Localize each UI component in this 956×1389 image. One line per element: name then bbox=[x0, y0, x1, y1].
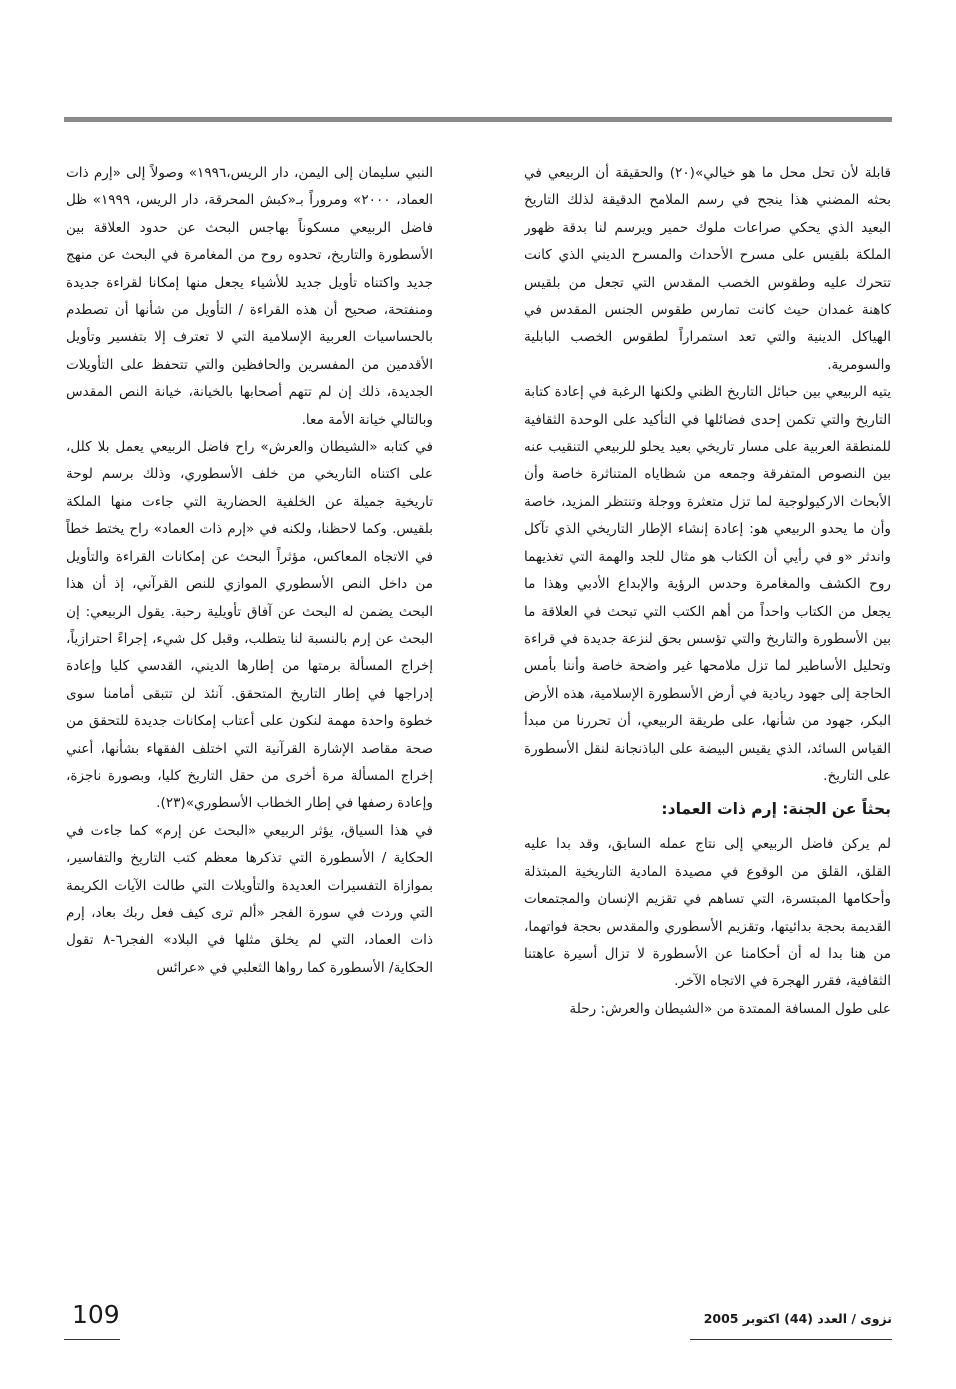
left-column bbox=[66, 160, 433, 1250]
page-number: 109 bbox=[72, 1300, 120, 1329]
paragraph: يتيه الربيعي بين حبائل التاريخ الظني ولكنها الرغبة في إعادة كتابة التاريخ والتي تكمن إحدى فضائلها في التأكيد على الوحدة الثقافية للمنطقة العربية على مسار تاريخي بعيد يحلو للربيعي التنقيب عنه بين النصوص المتفرقة وجمعه من شظاياه المتناثرة خاصة وأن الأبحاث الاركيولوجية لما تزل متعثرة ووجلة وتنتظر المزيد، خاصة وأن ما يحدو الربيعي هو: إعادة إنشاء الإطار التاريخي الذي تآكل واندثر «و في رأيي أن الكتاب هو مثال للجد والهمة التي تغذيهما روح الكشف والمغامرة وحدس الرؤية والإبداع الأدبي وهذا ما يجعل من الكتاب واحداً من أهم الكتب التي تبحث في العلاقة ما بين الأسطورة والتاريخ والتي تؤسس بحق لنزعة جديدة في قراءة وتحليل الأساطير لما تزل ملامحها غير واضحة خاصة وأننا بأمس الحاجة إلى جهود ريادية في أرض الأسطورة الإسلامية، هذه الأرض البكر، جهود من شأنها، على طريقة الربيعي، أن تحررنا من مبدأ القياس السائد، الذي يقيس البيضة على الباذنجانة لنقل الأسطورة على التاريخ. bbox=[524, 384, 891, 784]
footer-rule-left bbox=[64, 1339, 120, 1340]
paragraph: النبي سليمان إلى اليمن، دار الريس،١٩٩٦» وصولاً إلى «إرم ذات العماد، ٢٠٠٠» ومروراً بـ«كبش المحرقة، دار الريس، ١٩٩٩» ظل فاضل الربيعي مسكوناً بهاجس البحث عن حدود العلاقة بين الأسطورة والتاريخ، تحدوه روح من المغامرة في البحث عن منهج جديد واكتناه تأويل جديد للأشياء يجعل منها إمكانا لقراءة جديدة ومنفتحة، صحيح أن هذه القراءة / التأويل من شأنها أن تصطدم بالحساسيات العربية الإسلامية التي لا تعترف إلا بتفسير وتأويل الأقدمين من المفسرين والحافظين والتي تتحفظ على التأويلات الجديدة، ذلك إن لم تتهم أصحابها بالخيانة، خيانة النص المقدس وبالتالي خيانة الأمة معا. bbox=[66, 165, 433, 428]
paragraph: في هذا السياق، يؤثر الربيعي «البحث عن إرم» كما جاءت في الحكاية / الأسطورة التي تذكرها معظم كتب التاريخ والتفاسير، بموازاة التفسيرات العديدة والتأويلات التي طالت الآيات الكريمة التي وردت في سورة الفجر «ألم ترى كيف فعل ربك بعاد، إرم ذات العماد، التي لم يخلق مثلها في البلاد» الفجر٦-٨ تقول الحكاية/ الأسطورة كما رواها الثعلبي في «عرائس bbox=[66, 822, 433, 976]
issue-line: نزوى / العدد (44) اكتوبر 2005 bbox=[703, 1311, 892, 1326]
paragraph: قابلة لأن تحل محل ما هو خيالي»(٢٠) والحقيقة أن الربيعي في بحثه المضني هذا ينجح في رسم الملامح الدقيقة لذلك التاريخ البعيد الذي يحكي صراعات ملوك حمير ويرسم لنا بدقة ظهور الملكة بلقيس على مسرح الأحداث والمسرح الديني الذي كانت تتحرك عليه وطقوس الخصب المقدس التي تجعل من بلقيس كاهنة غمدان حيث كانت تمارس طقوس الجنس المقدس في الهياكل الدينية والتي تعد استمراراً لطقوس الخصب البابلية والسومرية. bbox=[524, 165, 891, 373]
section-heading: بحثاً عن الجنة: إرم ذات العماد: bbox=[661, 800, 891, 819]
paragraph: في كتابه «الشيطان والعرش» راح فاضل الربيعي يعمل بلا كلل، على اكتناه التاريخي من خلف الأسطوري، وذلك برسم لوحة تاريخية جميلة عن الخلفية الحضارية التي جاءت منها الملكة بلقيس. وكما لاحظنا، ولكنه في «إرم ذات العماد» راح يختط خطاً في الاتجاه المعاكس، مؤثراً البحث عن إمكانات القراءة والتأويل من داخل النص الأسطوري الموازي للنص القرآني، إذ أن هذا البحث يضمن له البحث عن آفاق تأويلية رحبة. يقول الربيعي: إن البحث عن إرم بالنسبة لنا يتطلب، وقبل كل شيء، إجراءً احترازياً، إخراج المسألة برمتها من إطارها الديني، القدسي كليا وإعادة إدراجها في إطار التاريخ المتحقق. آنئذ لن تتبقى أمامنا سوى خطوة واحدة مهمة لنكون على أعتاب إمكانات جديدة للتحقق من صحة مقاصد الإشارة القرآنية التي اختلف الفقهاء بشأنها، أعني إخراج المسألة مرة أخرى من حقل التاريخ كليا، وبصورة ناجزة، وإعادة رصفها في إطار الخطاب الأسطوري»(٢٣). bbox=[66, 439, 433, 812]
paragraph: لم يركن فاضل الربيعي إلى نتاج عمله السابق، وقد بدا عليه القلق، القلق من الوقوع في مصيدة المادية التاريخية المبتذلة وأحكامها المبتسرة، التي تساهم في تقزيم الإنسان والمجتمعات القديمة بحجة بدائيتها، وتقزيم الأسطوري والمقدس بحجة فواتهما، من هنا بدا له أن أحكامنا عن الأسطورة لا تزال أسيرة عاهتنا الثقافية، فقرر الهجرة في الاتجاه الآخر. bbox=[524, 836, 891, 990]
right-column bbox=[524, 160, 891, 1250]
footer-rule-right bbox=[690, 1339, 892, 1340]
paragraph: على طول المسافة الممتدة من «الشيطان والعرش: رحلة bbox=[569, 1000, 891, 1017]
top-rule bbox=[64, 117, 892, 122]
